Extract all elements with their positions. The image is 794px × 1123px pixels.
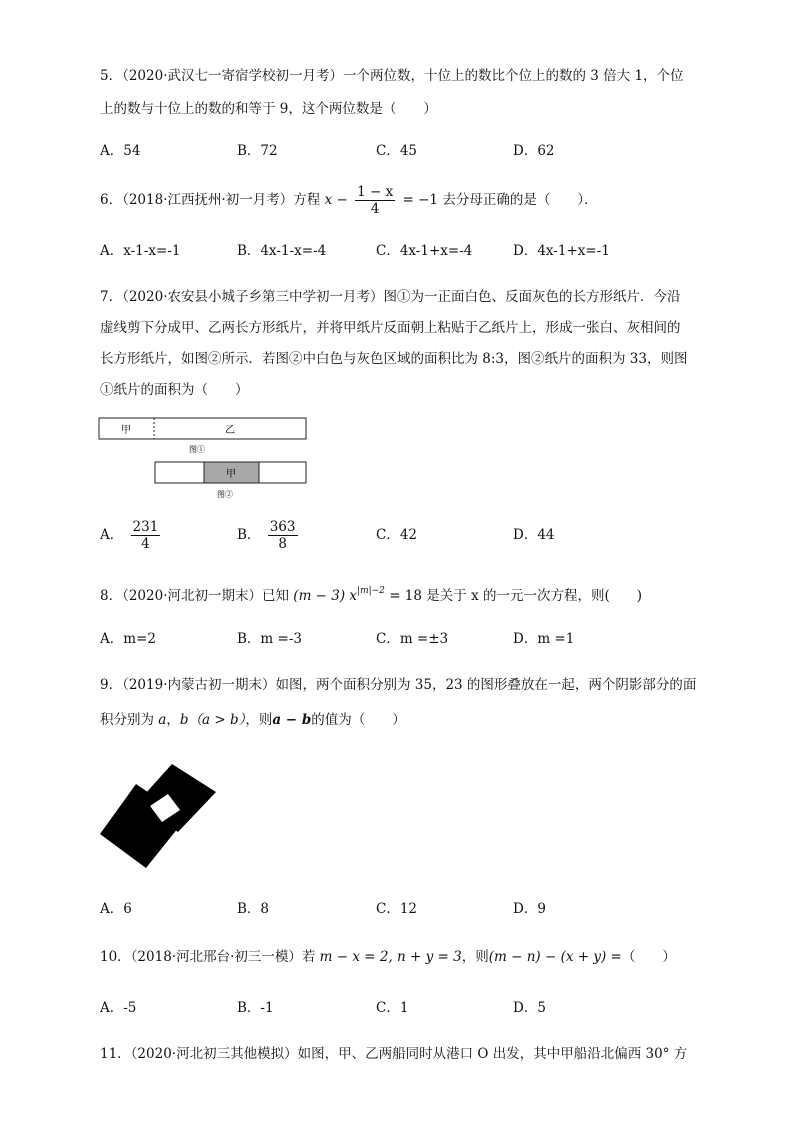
q10-cond: m − x = 2, n + y = 3 — [319, 949, 462, 965]
q8-suffix: 是关于 x 的一元一次方程，则( ) — [426, 588, 643, 604]
q9-line2-post: 的值为（ ） — [311, 712, 406, 728]
q6-prefix: 6．（2018·江西抚州·初一月考）方程 — [100, 192, 321, 208]
q7-option-b-num: 363 — [269, 519, 296, 535]
q7-line3: 长方形纸片，如图②所示．若图②中白色与灰色区域的面积比为 8:3，图②纸片的面积为 33，则图 — [100, 351, 688, 367]
q9-a: a — [158, 712, 167, 728]
q5-option-a: A．54 — [100, 143, 141, 159]
q8-expr-exp: |m|−2 — [357, 586, 385, 596]
q9-option-a: A．6 — [100, 901, 132, 917]
q7-option-b — [237, 515, 301, 555]
q9-cond: （a > b） — [188, 712, 246, 728]
q7-option-a-num: 231 — [132, 519, 159, 535]
q9-option-c: C．12 — [376, 901, 418, 917]
q10-option-b: B．-1 — [237, 1000, 274, 1016]
q10-option-d: D．5 — [513, 1000, 546, 1016]
q7-option-a-fraction — [131, 519, 161, 552]
q7-line1: 7．（2020·农安县小城子乡第三中学初一月考）图①为一正面白色、反面灰色的长方形纸片．今沿 — [100, 289, 681, 305]
q9-line1: 9．（2019·内蒙古初一期末）如图，两个面积分别为 35，23 的图形叠放在一起，两个阴影部分的面 — [100, 677, 697, 693]
q8-option-b: B．m =-3 — [237, 631, 302, 647]
q8-option-a: A．m=2 — [100, 631, 156, 647]
fig1-caption: 图① — [189, 445, 205, 454]
q7-option-d: D．44 — [513, 527, 555, 543]
q6-minus: − — [336, 192, 348, 208]
q7-figure — [98, 416, 310, 504]
q8-option-c: C．m =±3 — [376, 631, 449, 647]
q5-line2: 上的数与十位上的数的和等于 9，这个两位数是（ ） — [100, 101, 437, 117]
q6-line — [100, 182, 598, 218]
q7-option-a — [100, 515, 163, 555]
q7-option-b-fraction — [268, 519, 298, 552]
q10-line — [100, 947, 676, 967]
q9-option-d: D．9 — [513, 901, 546, 917]
q7-option-a-label: A． — [100, 527, 124, 543]
q6-option-c: C．4x-1+x=-4 — [376, 243, 473, 259]
q7-line4: ①纸片的面积为（ ） — [100, 382, 249, 398]
q5-option-d: D．62 — [513, 143, 555, 159]
q10-option-a: A．-5 — [100, 1000, 137, 1016]
q9-line2-pre: 积分别为 — [100, 712, 154, 728]
fig2-jia: 甲 — [226, 469, 236, 480]
q8-prefix: 8．（2020·河北初一期末）已知 — [100, 588, 289, 604]
q6-rhs: = −1 — [402, 192, 439, 208]
fig1-yi: 乙 — [225, 425, 235, 436]
fig1-jia: 甲 — [121, 425, 131, 436]
q5-option-c: C．45 — [376, 143, 418, 159]
q8-option-d: D．m =1 — [513, 631, 575, 647]
q7-option-c: C．42 — [376, 527, 418, 543]
q6-fraction-den: 4 — [370, 201, 380, 217]
q9-line2 — [100, 710, 406, 730]
q9-option-b: B．8 — [237, 901, 270, 917]
q6-option-a: A．x-1-x=-1 — [100, 243, 181, 259]
q10-expr: (m − n) − (x + y) = — [488, 949, 622, 965]
q7-line2: 虚线剪下分成甲、乙两长方形纸片，并将甲纸片反面朝上粘贴于乙纸片上，形成一张白、灰相间的 — [100, 320, 681, 336]
q11-line1: 11．（2020·河北初三其他模拟）如图，甲、乙两船同时从港口 O 出发，其中甲船沿北偏西 30° 方 — [100, 1046, 688, 1062]
q6-fraction-num: 1 − x — [357, 184, 394, 200]
q6-option-d: D．4x-1+x=-1 — [513, 243, 610, 259]
q6-fraction — [355, 184, 395, 217]
q9-amb: a − b — [272, 712, 312, 728]
q6-x: x — [324, 192, 333, 208]
q6-suffix: 去分母正确的是（ ）． — [442, 192, 598, 208]
q8-line — [100, 578, 642, 609]
q7-option-b-den: 8 — [278, 536, 287, 552]
q9-comma: ， — [166, 712, 180, 728]
q7-option-a-den: 4 — [141, 536, 150, 552]
q9-b: b — [179, 712, 189, 728]
q5-line1: 5．（2020·武汉七一寄宿学校初一月考）一个两位数，十位上的数比个位上的数的 3 倍大 1，个位 — [100, 68, 684, 84]
q10-mid: ，则 — [461, 949, 489, 965]
q10-prefix: 10．（2018·河北邢台·初三一模）若 — [100, 949, 316, 965]
q10-option-c: C．1 — [376, 1000, 409, 1016]
q6-option-b: B．4x-1-x=-4 — [237, 243, 327, 259]
q5-option-b: B．72 — [237, 143, 278, 159]
q9-then: ，则 — [245, 712, 273, 728]
q8-expr-rhs: = 18 — [389, 588, 422, 604]
q7-option-b-label: B． — [237, 527, 261, 543]
q10-suffix: （ ） — [621, 949, 676, 965]
q9-figure — [96, 760, 220, 870]
fig2-caption: 图② — [217, 490, 233, 499]
q8-expr-base: (m − 3) x — [293, 588, 358, 604]
